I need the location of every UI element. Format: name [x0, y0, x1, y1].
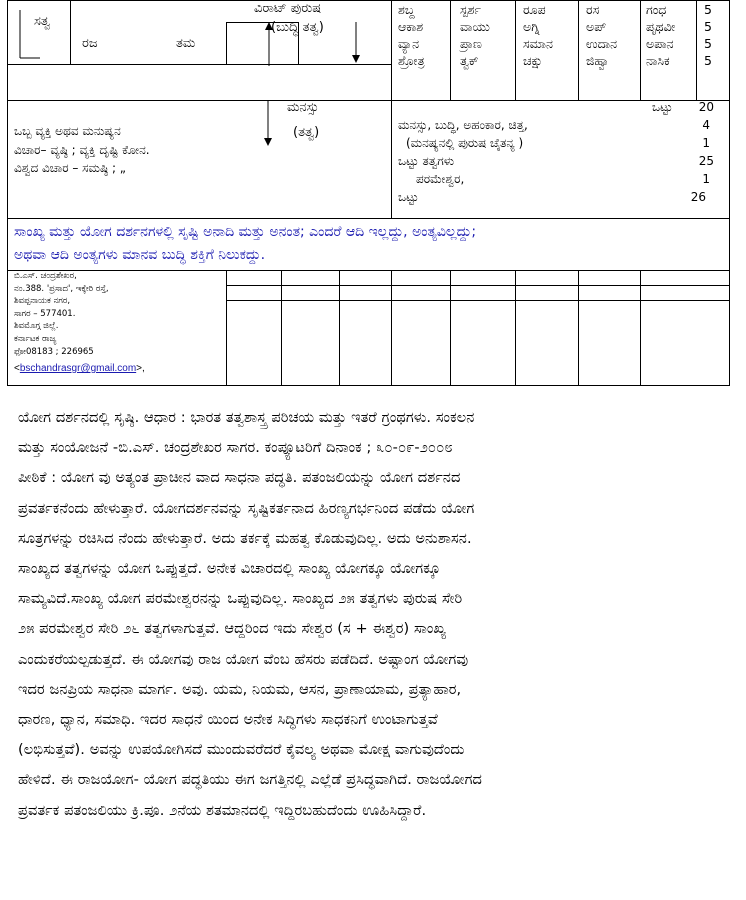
sparsha-cell: ತ್ವಕ್	[460, 53, 479, 68]
count-cell: 5	[704, 36, 712, 51]
table-rule	[450, 0, 451, 101]
shabda-cell: ಆಕಾಶ	[398, 19, 424, 34]
count-row-label: ಮನಸ್ಸು, ಬುದ್ಧಿ, ಅಹಂಕಾರ, ಚಿತ್ತ,	[398, 118, 528, 132]
body-line: ಹೇಳಿದೆ. ಈ ರಾಜಯೋಗ- ಯೋಗ ಪದ್ಧತಿಯು ಈಗ ಜಗತ್ತಿನಲ್ಲಿ ಎಲ್ಲೆಡೆ ಪ್ರಸಿದ್ಧವಾಗಿದೆ. ರಾಜಯೋಗದ	[18, 772, 482, 789]
body-line: (ಲಭಿಸುತ್ತವೆ). ಅವನ್ನು ಉಪಯೋಗಿಸದೆ ಮುಂದುವರೆದರೆ ಕೈವಲ್ಯ ಅಥವಾ ಮೋಕ್ಷ ವಾಗುವುದೆಂದು	[18, 742, 465, 759]
address-line: ಕರ್ನಾಟಕ ರಾಜ್ಯ	[14, 333, 57, 344]
table-rule	[515, 270, 516, 386]
count-row-label: ಒಟ್ಟು	[652, 100, 673, 114]
body-line: ಮತ್ತು ಸಂಯೋಜನೆ -ಬಿ.ಎಸ್. ಚಂದ್ರಶೇಖರ ಸಾಗರ. ಕಂಪ್ಯೂಟರಿಗೆ ದಿನಾಂಕ ; ೩೦-೦೯-೨೦೦೮	[18, 440, 453, 457]
gandha-cell: ನಾಸಿಕ	[646, 53, 670, 68]
email-prefix: <	[14, 363, 20, 374]
email-line	[14, 362, 145, 375]
address-line: ನಂ.388. 'ಪ್ರಸಾದ', ಇಕ್ಕೇರಿ ರಸ್ತೆ,	[14, 283, 109, 294]
gandha-column	[646, 1, 675, 69]
table-rule	[450, 270, 451, 386]
count-row	[398, 117, 714, 135]
body-line: ಸಾಂಖ್ಯದ ತತ್ವಗಳನ್ನು ಯೋಗ ಒಪ್ಪುತ್ತದೆ. ಅನೇಕ ವಿಚಾರದಲ್ಲಿ ಸಾಂಖ್ಯ ಯೋಗಕ್ಕೂ ಯೋಗಕ್ಕೂ	[18, 561, 441, 578]
tama-label: ತಮ	[176, 36, 196, 51]
table-rule	[640, 270, 641, 386]
count-row-label: ಪರಮೇಶ್ವರ,	[416, 172, 465, 186]
rasa-cell: ಉದಾನ	[586, 36, 618, 51]
body-line: ಪ್ರವರ್ತಕ ಪತಂಜಲಿಯು ಕ್ರಿ.ಪೂ. ೨ನೆಯ ಶತಮಾನದಲ್ಲಿ ಇದ್ದಿರಬಹುದೆಂದು ಊಹಿಸಿದ್ದಾರೆ.	[18, 802, 427, 819]
table-rule	[640, 0, 641, 101]
count-row	[398, 189, 714, 207]
table-rule	[696, 0, 697, 101]
count-row-value: 1	[702, 172, 710, 186]
sparsha-cell: ವಾಯು	[460, 19, 490, 34]
rasa-column	[586, 1, 617, 69]
body-line: ಯೋಗ ದರ್ಶನದಲ್ಲಿ ಸೃಷ್ಠಿ. ಆಧಾರ : ಭಾರತ ತತ್ವಶಾಸ್ತ್ರ ಪರಿಚಯ ಮತ್ತು ಇತರೆ ಗ್ರಂಥಗಳು. ಸಂಕಲನ	[18, 410, 475, 426]
body-line: ಪ್ರವರ್ತಕನೆಂದು ಹೇಳುತ್ತಾರೆ. ಯೋಗದರ್ಶನವನ್ನು ಸೃಷ್ಟಿಕರ್ತನಾದ ಹಿರಣ್ಯಗರ್ಭನಿಂದ ಪಡೆದು ಯೋಗ	[18, 500, 475, 517]
rasa-cell: ರಸ	[586, 2, 600, 17]
count-row-value: 20	[698, 100, 714, 114]
address-line: ಶಿವಮೊಗ್ಗ ಜಿಲ್ಲೆ.	[14, 321, 59, 332]
arrow-down-icon	[351, 22, 361, 64]
creation-note-line: ಸಾಂಖ್ಯ ಮತ್ತು ಯೋಗ ದರ್ಶನಗಳಲ್ಲಿ ಸೃಷ್ಟಿ ಅನಾದಿ ಮತ್ತು ಅನಂತ; ಎಂದರೆ ಆದಿ ಇಲ್ಲದ್ದು, ಅಂತ್ಯವಿಲ್ಲದ್ದು;	[14, 224, 477, 240]
individual-notes	[14, 122, 150, 178]
table-rule	[226, 285, 730, 286]
gandha-cell: ಅಪಾನ	[646, 36, 674, 51]
roopa-cell: ಅಗ್ನಿ	[523, 19, 540, 34]
arrow-down-icon	[263, 101, 273, 147]
roopa-cell: ಸಮಾನ	[523, 36, 553, 51]
satva-label: ಸತ್ವ	[34, 14, 51, 29]
roopa-column	[523, 1, 553, 69]
body-line: ಎಂದುಕರೆಯಲ್ಪಡುತ್ತದೆ. ಈ ಯೋಗವು ರಾಜ ಯೋಗ ವೆಂಬ ಹೆಸರು ಪಡೆದಿದೆ. ಅಷ್ಟಾಂಗ ಯೋಗವು	[18, 651, 469, 668]
table-rule	[339, 270, 340, 386]
count-row-label: ಒಟ್ಟು ತತ್ವಗಳು	[398, 154, 455, 168]
email-link[interactable]: bschandrasgr@gmail.com	[19, 363, 137, 374]
roopa-cell: ಚಕ್ಷು	[523, 53, 544, 68]
body-line: ಸೂತ್ರಗಳನ್ನು ರಚಿಸಿದ ನೆಂದು ಹೇಳುತ್ತಾರೆ. ಅದು ತರ್ಕಕ್ಕೆ ಮಹತ್ವ ಕೊಡುವುದಿಲ್ಲ. ಅದು ಅನುಶಾಸನ.	[18, 530, 472, 547]
shabda-cell: ಶಬ್ದ	[398, 2, 415, 17]
count-cell: 5	[704, 2, 712, 17]
table-rule	[281, 270, 282, 386]
rasa-cell: ಜಿಹ್ವಾ	[586, 53, 610, 68]
body-line: ಧಾರಣ, ಧ್ಯಾನ, ಸಮಾಧಿ. ಇದರ ಸಾಧನೆ ಯಿಂದ ಅನೇಕ ಸಿದ್ಧಿಗಳು ಸಾಧಕನಿಗೆ ಉಂಟಾಗುತ್ತವೆ	[18, 712, 438, 729]
tatva-count-list	[398, 99, 714, 207]
note-line: ವಿಚಾರ– ವ್ಯಷ್ಠಿ ; ವ್ಯಕ್ತಿ ದೃಷ್ಟಿ ಕೋನ.	[14, 142, 150, 157]
table-rule	[578, 0, 579, 101]
count-row	[398, 171, 714, 189]
shabda-cell: ಶ್ರೋತ್ರ	[398, 53, 425, 68]
arrow-up-icon	[264, 22, 274, 66]
table-rule	[729, 0, 730, 386]
table-rule	[391, 270, 392, 386]
email-suffix: >,	[136, 363, 145, 374]
address-line: ಬಿ.ಎಸ್. ಚಂದ್ರಶೇಖರ,	[14, 271, 77, 281]
raja-label: ರಜ	[82, 36, 98, 51]
sparsha-column	[460, 1, 490, 69]
count-row	[398, 135, 714, 153]
note-line: ಒಬ್ಬ ವ್ಯಕ್ತಿ ಅಥವ ಮನುಷ್ಯನ	[14, 124, 121, 138]
count-cell: 5	[704, 53, 712, 68]
count-row-value: 1	[702, 136, 710, 150]
address-line: ಶಿವಪ್ಪನಾಯಕ ನಗರ,	[14, 296, 71, 307]
roopa-cell: ರೂಪ	[523, 2, 546, 17]
author-address	[14, 270, 109, 358]
sparsha-cell: ಪ್ರಾಣ	[460, 36, 482, 51]
creation-note-line: ಅಥವಾ ಆದಿ ಅಂತ್ಯಗಳು ಮಾನವ ಬುದ್ಧಿ ಶಕ್ತಿಗೆ ನಿಲುಕದ್ದು.	[14, 247, 266, 263]
table-rule	[7, 64, 391, 65]
buddhi-tatva-label: (ಬುದ್ಧಿ ತತ್ವ)	[271, 20, 324, 35]
count-row-value: 4	[702, 118, 710, 132]
virat-purusha-label: ವಿರಾಟ್ ಪುರುಷ	[254, 1, 322, 16]
body-line: ಇದರ ಜನಪ್ರಿಯ ಸಾಧನಾ ಮಾರ್ಗ. ಅವು. ಯಮ, ನಿಯಮ, ಆಸನ, ಪ್ರಾಣಾಯಾಮ, ಪ್ರತ್ಯಾಹಾರ,	[18, 681, 462, 698]
creation-note	[14, 221, 476, 267]
table-rule	[391, 0, 392, 219]
count-cell: 5	[704, 19, 712, 34]
count-column	[704, 1, 712, 69]
manassu-label: ಮನಸ್ಸು	[287, 100, 319, 115]
body-paragraph	[18, 403, 730, 826]
count-row	[398, 99, 714, 117]
table-rule	[7, 0, 8, 386]
body-line: ಸಾಮ್ಯವಿದೆ.ಸಾಂಖ್ಯ ಯೋಗ ಪರಮೇಶ್ವರನನ್ನು ಒಪ್ಪುವುದಿಲ್ಲ. ಸಾಂಖ್ಯದ ೨೫ ತತ್ವಗಳು ಪುರುಷ ಸೇರಿ	[18, 591, 463, 608]
note-line: ವಿಶ್ವದ ವಿಚಾರ – ಸಮಷ್ಠಿ ; „	[14, 161, 127, 175]
sparsha-cell: ಸ್ಪರ್ಶ	[460, 2, 481, 17]
count-row	[398, 153, 714, 171]
table-rule	[7, 218, 730, 219]
body-line: ೨೫ ಪರಮೇಶ್ವರ ಸೇರಿ ೨೬ ತತ್ವಗಳಾಗುತ್ತವೆ. ಆದ್ದರಿಂದ ಇದು ಸೇಶ್ವರ (ಸ + ಈಶ್ವರ) ಸಾಂಖ್ಯ	[18, 621, 447, 638]
table-rule	[226, 300, 730, 301]
count-row-value: 25	[698, 154, 714, 168]
gandha-cell: ಗಂಧ	[646, 2, 667, 17]
address-line: ಫೋ08183 ; 226965	[14, 346, 94, 357]
address-line: ಸಾಗರ – 577401.	[14, 308, 76, 319]
shabda-column	[398, 1, 425, 69]
table-rule	[226, 22, 227, 65]
table-rule	[7, 270, 730, 271]
table-rule	[7, 0, 730, 1]
table-rule	[70, 0, 71, 65]
count-row-label: ಒಟ್ಟು	[398, 190, 419, 204]
table-rule	[515, 0, 516, 101]
gandha-cell: ಪೃಥವೀ	[646, 19, 676, 34]
count-row-value: 26	[690, 190, 706, 204]
body-line: ಪೀಠಿಕೆ : ಯೋಗ ವು ಅತ್ಯಂತ ಪ್ರಾಚೀನ ವಾದ ಸಾಧನಾ ಪದ್ಧತಿ. ಪತಂಜಲಿಯನ್ನು ಯೋಗ ದರ್ಶನದ	[18, 470, 461, 487]
tatva-label: (ತತ್ವ)	[293, 125, 320, 140]
table-rule	[7, 385, 730, 386]
shabda-cell: ವ್ಯಾನ	[398, 36, 420, 51]
count-row-label: (ಮನಷ್ಯನಲ್ಲಿ ಪುರುಷ ಚೈತನ್ಯ )	[406, 136, 524, 150]
table-rule	[226, 270, 227, 386]
rasa-cell: ಅಪ್	[586, 19, 607, 34]
table-rule	[578, 270, 579, 386]
